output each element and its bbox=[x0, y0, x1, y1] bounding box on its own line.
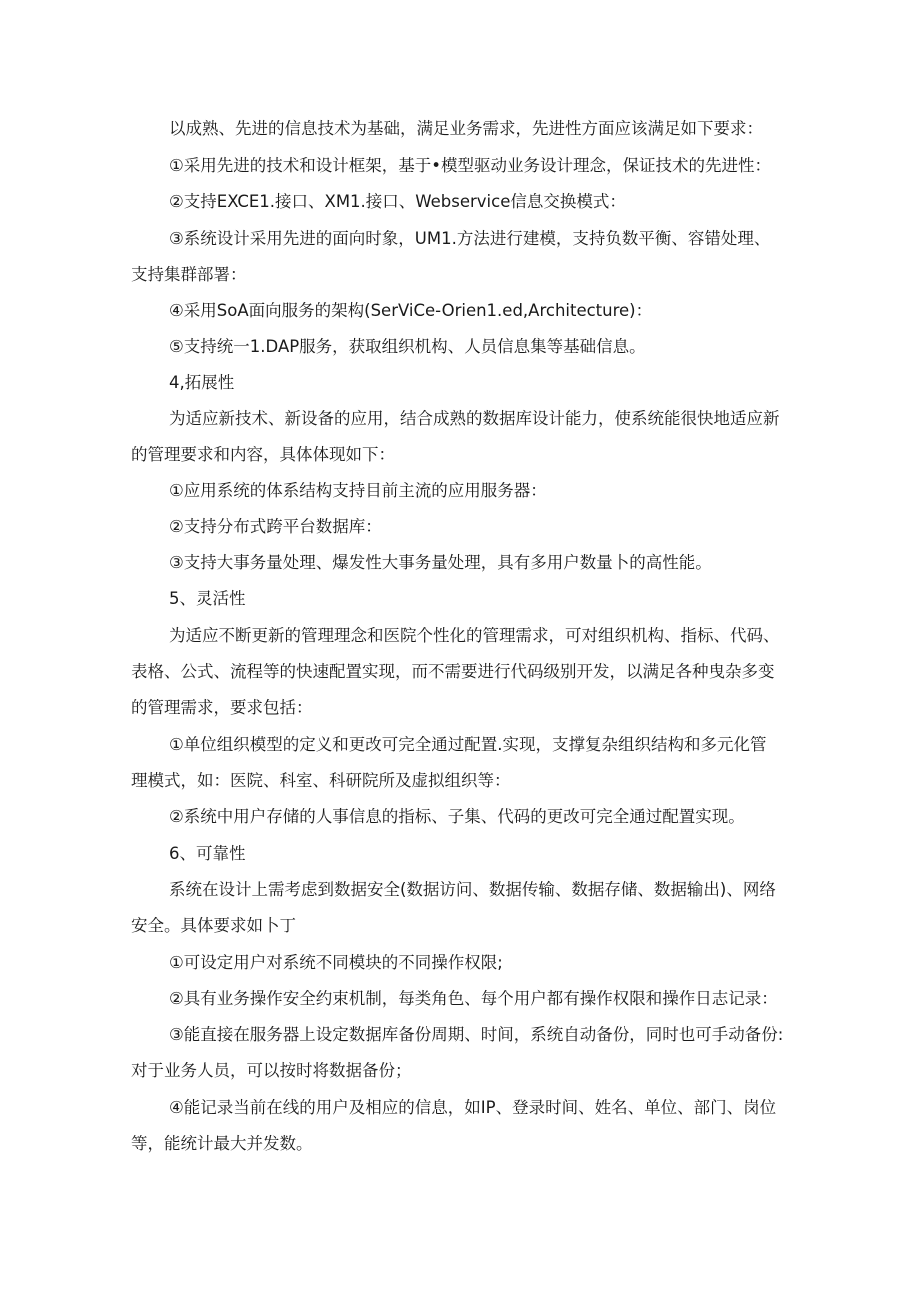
section-heading: 4,拓展性 bbox=[169, 373, 235, 392]
paragraph-line: ②支持EXCE1.接口、XM1.接口、Webservice信息交换模式： bbox=[169, 192, 626, 211]
paragraph-line: 等，能统计最大并发数。 bbox=[131, 1134, 313, 1153]
paragraph-line: ①可设定用户对系统不同模块的不同操作权限; bbox=[169, 953, 503, 972]
paragraph-line: 为适应新技术、新设备的应用，结合成熟的数据库设计能力，使系统能很快地适应新 bbox=[169, 409, 780, 428]
paragraph-line: ⑤支持统一1.DAP服务，获取组织机构、人员信息集等基础信息。 bbox=[169, 337, 646, 356]
paragraph-line: ①单位组织模型的定义和更改可完全通过配置.实现，支撑复杂组织结构和多元化管 bbox=[169, 735, 767, 754]
paragraph-line: 对于业务人员，可以按时将数据备份； bbox=[131, 1061, 412, 1080]
paragraph-line: ②具有业务操作安全约束机制，每类角色、每个用户都有操作权限和操作日志记录： bbox=[169, 989, 778, 1008]
section-heading: 6、可靠性 bbox=[169, 844, 246, 863]
paragraph-line: 理模式，如：医院、科室、科研院所及虚拟组织等： bbox=[131, 771, 511, 790]
paragraph-line: ④能记录当前在线的用户及相应的信息，如IP、登录时间、姓名、单位、部门、岗位 bbox=[169, 1098, 777, 1117]
paragraph-line: ②支持分布式跨平台数据库： bbox=[169, 517, 382, 536]
paragraph-line: 表格、公式、流程等的快速配置实现，而不需要进行代码级别开发，以满足各种曳杂多变 bbox=[131, 662, 775, 681]
paragraph-line: 安全。具体要求如卜丁 bbox=[131, 916, 296, 935]
paragraph-line: ①应用系统的体系结构支持目前主流的应用服务器： bbox=[169, 481, 547, 500]
paragraph-line: 系统在设计上需考虑到数据安全(数据访问、数据传输、数据存储、数据输出)、网络 bbox=[169, 880, 776, 899]
paragraph-line: 支持集群部署： bbox=[131, 265, 247, 284]
paragraph-line: 的管理需求，要求包括： bbox=[131, 698, 313, 717]
paragraph-line: ③系统设计采用先进的面向时象，UM1.方法进行建模，支持负数平衡、容错处理、 bbox=[169, 229, 771, 248]
paragraph-line: ④采用SoA面向服务的架构(SerViCe-Orien1.ed,Architecture)： bbox=[169, 301, 653, 320]
paragraph-line: ③能直接在服务器上设定数据库备份周期、时间，系统自动备份，同时也可手动备份: bbox=[169, 1025, 784, 1044]
section-heading: 5、灵活性 bbox=[169, 589, 246, 608]
paragraph-line: ①采用先进的技术和设计框架，基于•模型驱动业务设计理念，保证技术的先进性： bbox=[169, 156, 772, 175]
paragraph-line: ③支持大事务量处理、爆发性大事务量处理，具有多用户数量卜的高性能。 bbox=[169, 553, 712, 572]
paragraph-line: 为适应不断更新的管理理念和医院个性化的管理需求，可对组织机构、指标、代码、 bbox=[169, 626, 780, 645]
paragraph-line: 以成熟、先进的信息技术为基础，满足业务需求，先进性方面应该满足如下要求： bbox=[169, 119, 763, 138]
paragraph-line: ②系统中用户存储的人事信息的指标、子集、代码的更改可完全通过配置实现。 bbox=[169, 807, 745, 826]
paragraph-line: 的管理要求和内容，具体体现如下： bbox=[131, 445, 395, 464]
